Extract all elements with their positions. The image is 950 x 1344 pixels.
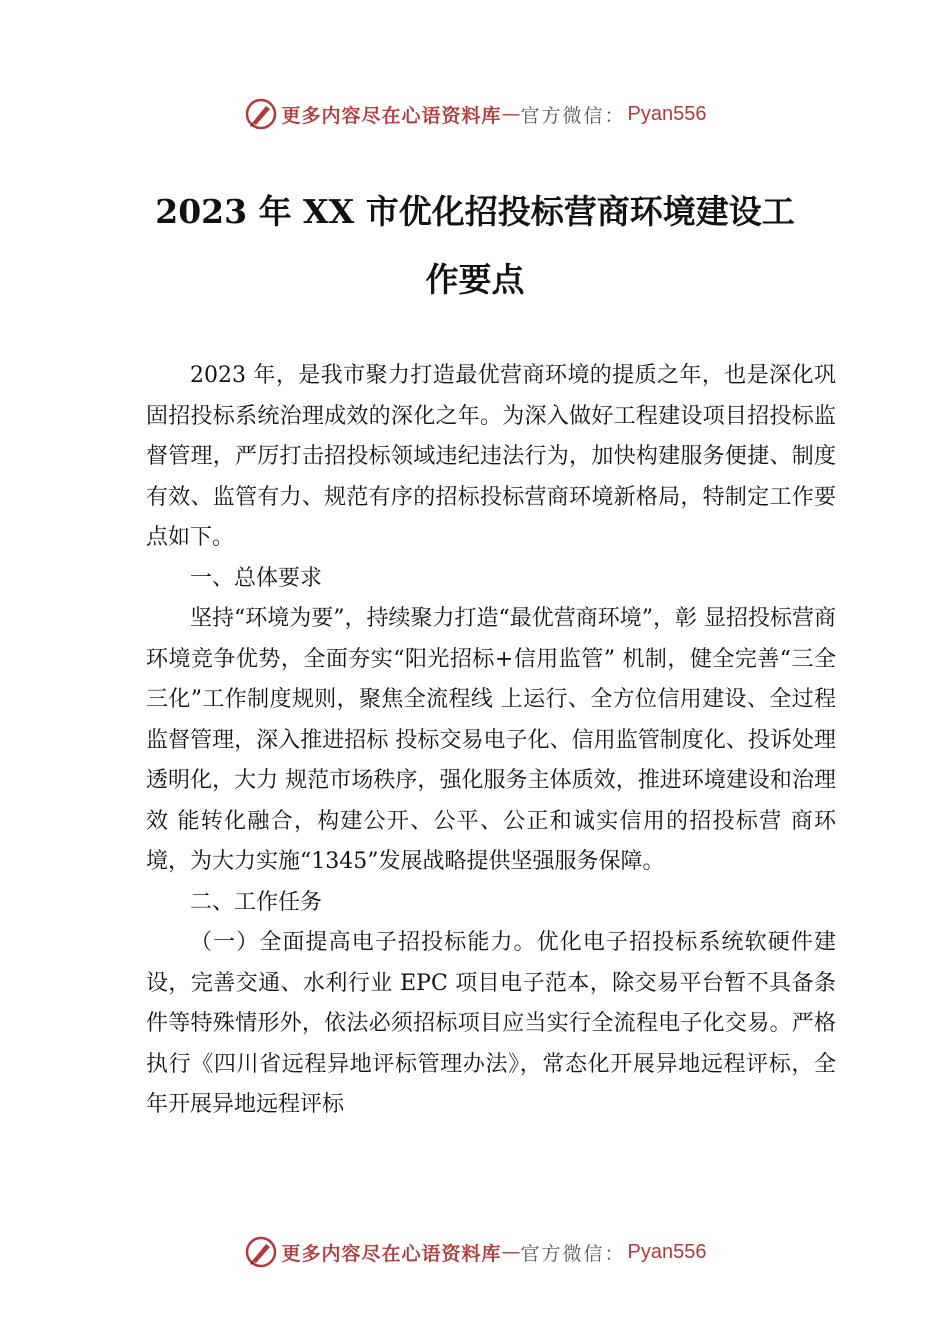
paragraph-task-1: （一）全面提高电子招投标能力。优化电子招投标系统软硬件建设，完善交通、水利行业 EPC 项目电子范本，除交易平台暂不具备条件等特殊情形外，依法必须招标项目应当实行全流程电子化交易。严格执行《四川省远程异地评标管理办法》，常态化开展异地远程评标，全年开展异地远程评标 <box>146 930 836 1117</box>
document-title-line-2: 作要点 <box>425 260 525 299</box>
banner-wechat-id: Pyan556 <box>627 102 707 125</box>
header-banner <box>0 94 950 134</box>
footer-banner <box>0 1232 950 1272</box>
banner-wechat-id: Pyan556 <box>627 1240 707 1263</box>
section-heading-tasks: 二、工作任务 <box>190 889 323 915</box>
section-heading-general-requirements: 一、总体要求 <box>190 565 323 591</box>
document-title-line-1: 2023 年 XX 市优化招投标营商环境建设工 <box>155 192 795 231</box>
banner-wechat-label: 官方微信： <box>520 104 626 127</box>
pen-logo-icon <box>244 97 278 131</box>
paragraph-general-requirements: 坚持“环境为要”，持续聚力打造“最优营商环境”，彰 显招投标营商环境竞争优势，全面夯实“阳光招标+信用监管” 机制，健全完善“三全三化”工作制度规则，聚焦全流程线 上运行、全方位信用建设、全过程监督管理，深入推进招标 投标交易电子化、信用监管制度化、投诉处理透明化，大力 规范市场秩序，强化服务主体质效，推进环境建设和治理效 能转化融合，构建公开、公平、公正和诚实信用的招投标营 商环境，为大力实施“1345”发展战略提供坚强服务保障。 <box>146 606 836 874</box>
document-body <box>146 356 836 1126</box>
banner-text: 更多内容尽在心语资料库 <box>281 1242 502 1265</box>
banner-text: 更多内容尽在心语资料库 <box>281 104 502 127</box>
pen-logo-icon <box>244 1235 278 1269</box>
banner-separator: — <box>501 103 521 125</box>
banner-wechat-label: 官方微信： <box>520 1242 626 1265</box>
banner-separator: — <box>501 1241 521 1263</box>
paragraph-intro: 2023 年，是我市聚力打造最优营商环境的提质之年，也是深化巩固招投标系统治理成效的深化之年。为深入做好工程建设项目招投标监督管理，严厉打击招投标领域违纪违法行为，加快构建服务便捷、制度有效、监管有力、规范有序的招标投标营商环境新格局，特制定工作要点如下。 <box>146 363 836 550</box>
